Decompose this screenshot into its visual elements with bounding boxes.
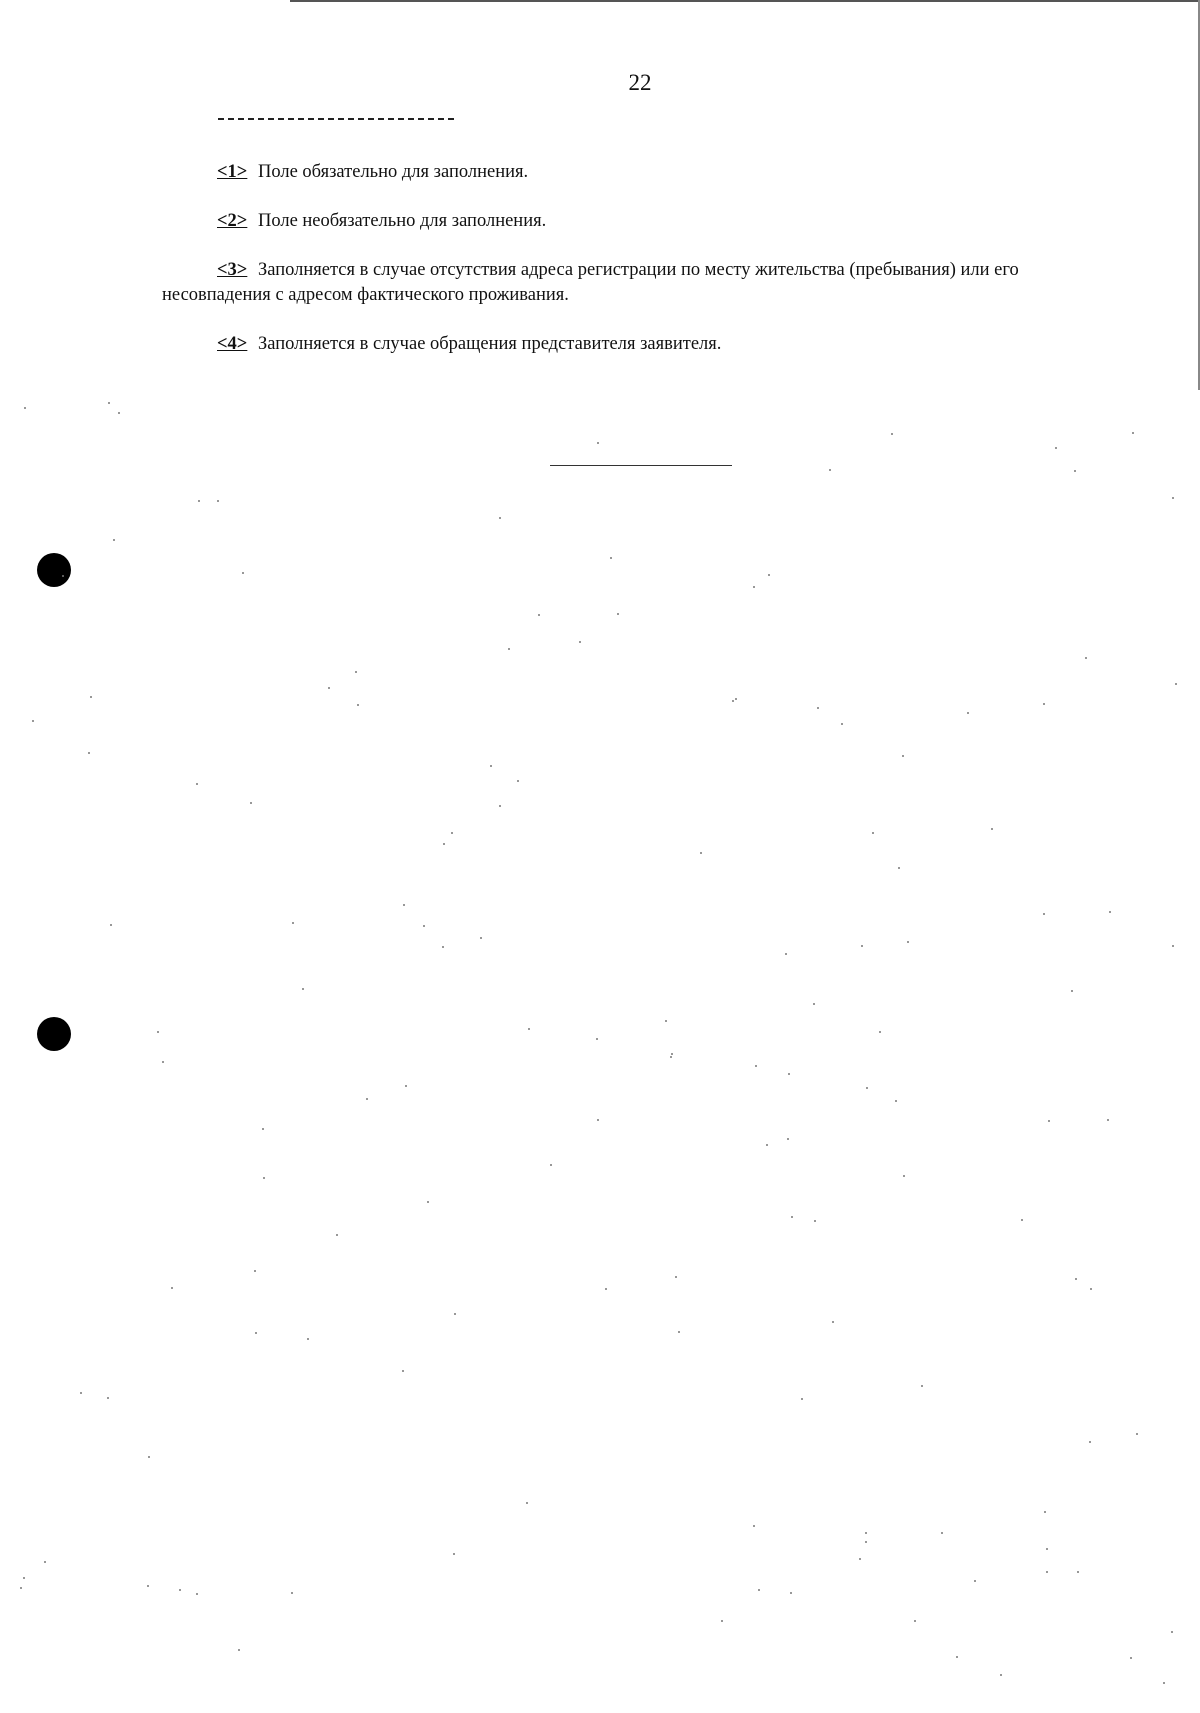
scan-speck: [1172, 497, 1174, 499]
scan-speck: [23, 1577, 25, 1579]
scan-speck: [813, 1003, 815, 1005]
footnote-4-text: Заполняется в случае обращения представителя заявителя.: [257, 334, 722, 354]
scan-speck: [196, 783, 198, 785]
scan-speck: [902, 755, 904, 757]
scan-speck: [528, 1028, 530, 1030]
footnote-1-marker: <1>: [217, 162, 248, 182]
scan-speck: [113, 539, 115, 541]
scan-speck: [355, 671, 357, 673]
footnote-2-marker: <2>: [217, 211, 248, 231]
scan-speck: [405, 1085, 407, 1087]
scan-speck: [423, 925, 425, 927]
scan-speck: [817, 707, 819, 709]
scan-speck: [865, 1532, 867, 1534]
scan-speck: [670, 1056, 672, 1058]
scan-speck: [596, 1038, 598, 1040]
scan-speck: [788, 1073, 790, 1075]
scan-speck: [451, 832, 453, 834]
scan-speck: [605, 1288, 607, 1290]
scan-speck: [108, 402, 110, 404]
scan-speck: [579, 641, 581, 643]
scan-speck: [302, 988, 304, 990]
scan-speck: [617, 613, 619, 615]
scan-speck: [499, 805, 501, 807]
scan-speck: [328, 687, 330, 689]
scan-speck: [1172, 945, 1174, 947]
scan-speck: [20, 1587, 22, 1589]
scan-speck: [107, 1397, 109, 1399]
scan-speck: [403, 904, 405, 906]
scan-speck: [921, 1385, 923, 1387]
scan-speck: [941, 1532, 943, 1534]
scan-speck: [861, 945, 863, 947]
footnote-4-marker: <4>: [217, 334, 248, 354]
scan-speck: [1136, 1433, 1138, 1435]
scan-speck: [88, 752, 90, 754]
scan-speck: [678, 1331, 680, 1333]
scan-speck: [675, 1276, 677, 1278]
scan-speck: [147, 1585, 149, 1587]
scan-speck: [974, 1580, 976, 1582]
scan-speck: [914, 1620, 916, 1622]
footnote-1-text: Поле обязательно для заполнения.: [257, 162, 529, 182]
scan-speck: [597, 1119, 599, 1121]
scan-speck: [366, 1098, 368, 1100]
scan-speck: [24, 407, 26, 409]
footnote-3-marker: <3>: [217, 260, 248, 280]
scan-speck: [508, 648, 510, 650]
scan-speck: [790, 1592, 792, 1594]
scan-speck: [755, 1065, 757, 1067]
scan-speck: [967, 712, 969, 714]
scan-speck: [787, 1138, 789, 1140]
scan-speck: [1132, 432, 1134, 434]
scan-speck: [427, 1201, 429, 1203]
scan-speck: [753, 1525, 755, 1527]
scan-speck: [238, 1649, 240, 1651]
scan-speck: [671, 1053, 673, 1055]
punch-hole-bottom: [37, 1017, 71, 1051]
scan-speck: [859, 1558, 861, 1560]
scan-speck: [721, 1620, 723, 1622]
scan-speck: [866, 1087, 868, 1089]
footnote-3: [162, 258, 1122, 308]
scan-speck: [162, 1061, 164, 1063]
scan-speck: [700, 852, 702, 854]
scan-speck: [903, 1175, 905, 1177]
scan-speck: [262, 1128, 264, 1130]
scan-speck: [832, 1321, 834, 1323]
scan-speck: [791, 1216, 793, 1218]
scan-speck: [1075, 1278, 1077, 1280]
scan-speck: [402, 1370, 404, 1372]
scan-speck: [872, 832, 874, 834]
scan-speck: [490, 765, 492, 767]
scan-speck: [898, 867, 900, 869]
scan-speck: [336, 1234, 338, 1236]
scan-speck: [357, 704, 359, 706]
scan-speck: [1163, 1682, 1165, 1684]
scan-speck: [766, 1144, 768, 1146]
footnote-2: [162, 209, 1122, 234]
scan-speck: [879, 1031, 881, 1033]
scan-speck: [110, 924, 112, 926]
scan-speck: [263, 1177, 265, 1179]
scan-speck: [453, 1553, 455, 1555]
scan-speck: [198, 500, 200, 502]
scan-speck: [1000, 1674, 1002, 1676]
scan-speck: [442, 946, 444, 948]
scan-speck: [217, 500, 219, 502]
footnote-3-text: Заполняется в случае отсутствия адреса регистрации по месту жительства (пребывания) или его несовпадения с адресом фактического проживания.: [162, 260, 1019, 305]
scan-speck: [157, 1031, 159, 1033]
scan-top-edge: [290, 0, 1200, 2]
scan-speck: [1071, 990, 1073, 992]
scan-speck: [44, 1561, 46, 1563]
scan-speck: [179, 1589, 181, 1591]
scan-speck: [480, 937, 482, 939]
scan-speck: [907, 941, 909, 943]
scan-speck: [814, 1220, 816, 1222]
scan-speck: [597, 442, 599, 444]
scan-speck: [865, 1541, 867, 1543]
scan-speck: [895, 1100, 897, 1102]
scan-speck: [665, 1020, 667, 1022]
scan-speck: [499, 517, 501, 519]
scan-speck: [610, 557, 612, 559]
scan-speck: [1046, 1548, 1048, 1550]
end-of-document-rule: [550, 465, 732, 466]
scan-speck: [550, 1164, 552, 1166]
scan-speck: [307, 1338, 309, 1340]
scan-speck: [538, 614, 540, 616]
scan-speck: [956, 1656, 958, 1658]
scan-speck: [1043, 703, 1045, 705]
scan-speck: [118, 412, 120, 414]
scan-speck: [1089, 1441, 1091, 1443]
scan-speck: [1175, 683, 1177, 685]
scan-speck: [1085, 657, 1087, 659]
scan-speck: [1074, 470, 1076, 472]
scan-speck: [768, 574, 770, 576]
footnote-1: [162, 160, 1122, 185]
scan-speck: [254, 1270, 256, 1272]
scan-speck: [1109, 911, 1111, 913]
scan-speck: [735, 698, 737, 700]
footnotes-list: [162, 160, 1122, 381]
scan-speck: [801, 1398, 803, 1400]
scan-speck: [1048, 1120, 1050, 1122]
scan-speck: [454, 1313, 456, 1315]
footnote-2-text: Поле необязательно для заполнения.: [257, 211, 547, 231]
scan-speck: [291, 1592, 293, 1594]
footnote-4: [162, 332, 1122, 357]
scan-speck: [1077, 1571, 1079, 1573]
scan-speck: [1044, 1511, 1046, 1513]
scan-speck: [1130, 1657, 1132, 1659]
footnote-separator: [218, 118, 454, 120]
scan-speck: [785, 953, 787, 955]
scan-speck: [841, 723, 843, 725]
scan-speck: [196, 1593, 198, 1595]
scan-speck: [526, 1502, 528, 1504]
scan-speck: [62, 575, 64, 577]
scan-speck: [732, 700, 734, 702]
page-number: 22: [628, 70, 652, 95]
scan-speck: [80, 1392, 82, 1394]
scan-speck: [891, 433, 893, 435]
scan-speck: [90, 696, 92, 698]
scan-speck: [991, 828, 993, 830]
scan-speck: [292, 922, 294, 924]
scan-speck: [32, 720, 34, 722]
scan-speck: [148, 1456, 150, 1458]
scan-speck: [443, 843, 445, 845]
scan-speck: [1055, 447, 1057, 449]
scan-speck: [250, 802, 252, 804]
scan-speck: [517, 780, 519, 782]
scan-speck: [1107, 1119, 1109, 1121]
scan-speck: [829, 469, 831, 471]
scan-speck: [255, 1332, 257, 1334]
scan-speck: [1171, 1631, 1173, 1633]
scan-speck: [242, 572, 244, 574]
scan-speck: [1090, 1288, 1092, 1290]
scan-speck: [171, 1287, 173, 1289]
scan-speck: [1021, 1219, 1023, 1221]
scan-speck: [1046, 1571, 1048, 1573]
punch-hole-top: [37, 553, 71, 587]
scan-speck: [1043, 913, 1045, 915]
scan-speck: [753, 586, 755, 588]
scan-speck: [758, 1589, 760, 1591]
